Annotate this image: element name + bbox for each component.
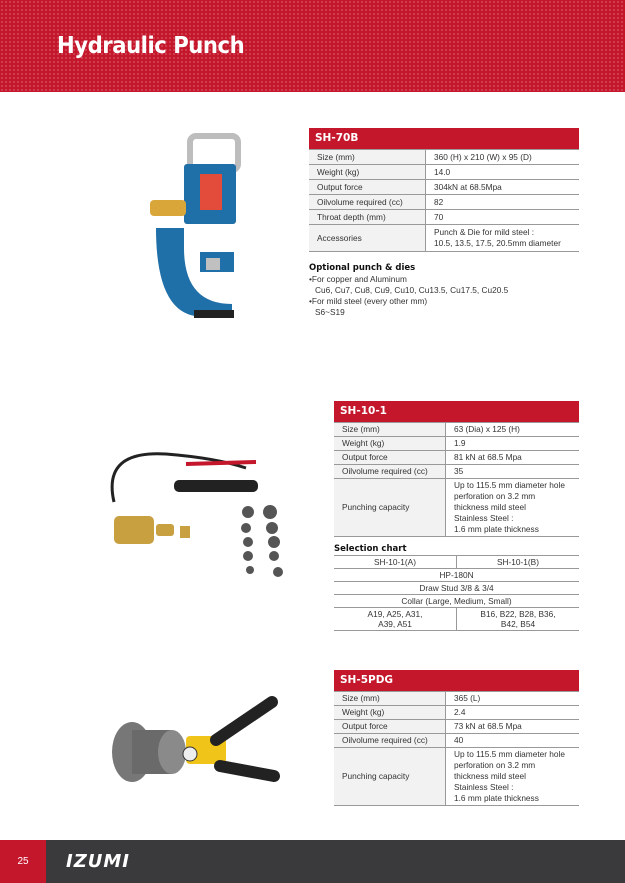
page-number: 25 [0, 840, 46, 883]
optional-line: Cu6, Cu7, Cu8, Cu9, Cu10, Cu13.5, Cu17.5, Cu20.5 [315, 285, 509, 295]
spec-value: 70 [426, 210, 580, 225]
spec-label: Size (mm) [334, 423, 446, 437]
izumi-logo: IZUMI [66, 851, 130, 872]
spec-value: 360 (H) x 210 (W) x 95 (D) [426, 150, 580, 165]
optional-line: •For copper and Aluminum [309, 274, 407, 284]
spec-label: Accessories [309, 225, 426, 252]
spec-label: Output force [334, 451, 446, 465]
selection-chart [334, 544, 579, 631]
selection-chart-title: Selection chart [334, 544, 407, 554]
spec-label: Punching capacity [334, 479, 446, 537]
spec-label: Punching capacity [334, 748, 446, 806]
col-header-a: SH-10-1(A) [334, 556, 457, 569]
selection-row: Collar (Large, Medium, Small) [334, 595, 579, 608]
col-header-b: SH-10-1(B) [457, 556, 580, 569]
optional-title: Optional punch & dies [309, 263, 416, 273]
spec-label: Weight (kg) [309, 165, 426, 180]
page-header [0, 0, 625, 92]
spec-label: Throat depth (mm) [309, 210, 426, 225]
sh-5pdg-title: SH-5PDG [334, 670, 579, 691]
spec-value: 365 (L) [446, 692, 580, 706]
spec-value: 14.0 [426, 165, 580, 180]
selection-b-values: B16, B22, B28, B36, B42, B54 [457, 608, 580, 631]
spec-value: 82 [426, 195, 580, 210]
optional-line: S6~S19 [315, 307, 345, 317]
spec-label: Weight (kg) [334, 437, 446, 451]
spec-value: Up to 115.5 mm diameter hole perforation on 3.2 mm thickness mild steel Stainless Steel : 1.6 mm plate thickness [446, 748, 580, 806]
page-title: Hydraulic Punch [57, 33, 245, 59]
spec-label: Size (mm) [334, 692, 446, 706]
sh-5pdg-product-image [106, 690, 286, 800]
spec-label: Size (mm) [309, 150, 426, 165]
spec-label: Weight (kg) [334, 706, 446, 720]
sh-70b-title: SH-70B [309, 128, 579, 149]
spec-label: Oilvolume required (cc) [334, 465, 446, 479]
spec-label: Output force [309, 180, 426, 195]
selection-a-values: A19, A25, A31, A39, A51 [334, 608, 457, 631]
selection-row: Draw Stud 3/8 & 3/4 [334, 582, 579, 595]
spec-value: 304kN at 68.5Mpa [426, 180, 580, 195]
page-footer [0, 840, 625, 883]
optional-line: •For mild steel (every other mm) [309, 296, 428, 306]
spec-value: 40 [446, 734, 580, 748]
spec-label: Oilvolume required (cc) [334, 734, 446, 748]
spec-value: Up to 115.5 mm diameter hole perforation on 3.2 mm thickness mild steel Stainless Steel : 1.6 mm plate thickness [446, 479, 580, 537]
spec-value: 35 [446, 465, 580, 479]
sh-5pdg-spec-table [334, 670, 579, 806]
sh-70b-product-image [140, 128, 250, 328]
optional-punch-dies-note [309, 263, 579, 318]
sh-10-1-spec-table [334, 401, 579, 537]
spec-value: 1.9 [446, 437, 580, 451]
spec-value: 63 (Dia) x 125 (H) [446, 423, 580, 437]
spec-label: Oilvolume required (cc) [309, 195, 426, 210]
sh-10-1-title: SH-10-1 [334, 401, 579, 422]
sh-70b-spec-table [309, 128, 579, 252]
spec-value: 81 kN at 68.5 Mpa [446, 451, 580, 465]
selection-row: HP-180N [334, 569, 579, 582]
spec-value: 73 kN at 68.5 Mpa [446, 720, 580, 734]
spec-value: Punch & Die for mild steel : 10.5, 13.5, 17.5, 20.5mm diameter [426, 225, 580, 252]
spec-value: 2.4 [446, 706, 580, 720]
sh-10-1-product-image [96, 440, 296, 590]
spec-label: Output force [334, 720, 446, 734]
